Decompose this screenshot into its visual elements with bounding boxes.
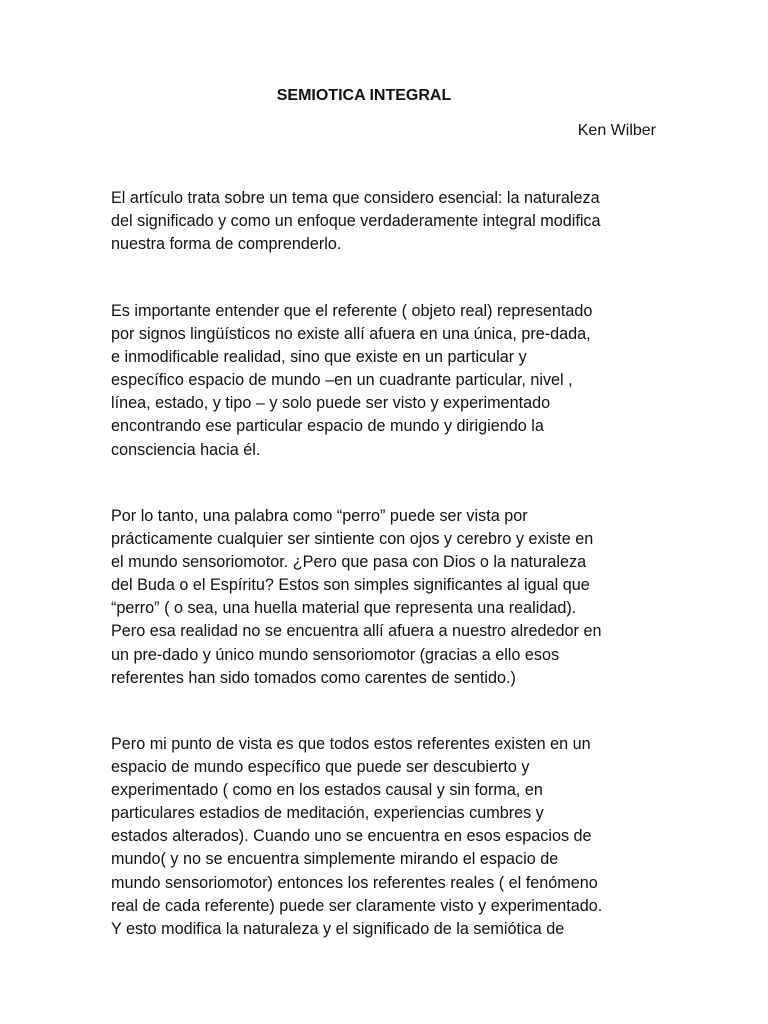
- text-line: nuestra forma de comprenderlo.: [111, 235, 342, 254]
- text-line: Pero mi punto de vista es que todos estos referentes existen en un: [111, 735, 591, 753]
- text-line: referentes han sido tomados como carentes de sentido.): [111, 668, 516, 687]
- text-line: mundo sensoriomotor) entonces los referentes reales ( el fenómeno: [111, 873, 598, 892]
- text-line: específico espacio de mundo –en un cuadrante particular, nivel ,: [111, 371, 573, 390]
- text-line: del Buda o el Espíritu? Estos son simples significantes al igual que: [111, 576, 590, 595]
- text-line: Es importante entender que el referente ( objeto real) representado: [111, 302, 593, 320]
- document-title: SEMIOTICA INTEGRAL: [276, 87, 452, 104]
- text-line: espacio de mundo específico que puede ser descubierto y: [111, 758, 530, 777]
- paragraph-1: [111, 187, 663, 256]
- text-line: Y esto modifica la naturaleza y el significado de la semiótica de: [111, 919, 565, 938]
- text-line: experimentado ( como en los estados causal y sin forma, en: [111, 781, 543, 800]
- text-line: línea, estado, y tipo – y solo puede ser visto y experimentado: [111, 394, 551, 413]
- text-line: Pero esa realidad no se encuentra allí afuera a nuestro alrededor en: [111, 622, 602, 641]
- paragraph-2: [111, 300, 663, 462]
- text-line: e inmodificable realidad, sino que existe en un particular y: [111, 348, 527, 367]
- paragraph-4: [111, 733, 663, 941]
- paragraph-3: [111, 505, 663, 690]
- text-line: mundo( y no se encuentra simplemente mirando el espacio de: [111, 850, 559, 869]
- text-line: el mundo sensoriomotor. ¿Pero que pasa con Dios o la naturaleza: [111, 553, 587, 572]
- text-line: real de cada referente) puede ser claramente visto y experimentado.: [111, 896, 603, 915]
- text-line: un pre-dado y único mundo sensoriomotor (gracias a ello esos: [111, 645, 560, 664]
- text-line: del significado y como un enfoque verdaderamente integral modifica: [111, 212, 601, 231]
- text-line: “perro” ( o sea, una huella material que representa una realidad).: [111, 599, 577, 618]
- text-line: estados alterados). Cuando uno se encuentra en esos espacios de: [111, 827, 592, 846]
- text-line: Por lo tanto, una palabra como “perro” puede ser vista por: [111, 507, 528, 525]
- text-line: encontrando ese particular espacio de mundo y dirigiendo la: [111, 417, 544, 436]
- text-line: particulares estadios de meditación, experiencias cumbres y: [111, 804, 544, 823]
- text-line: consciencia hacia él.: [111, 440, 261, 459]
- text-line: El artículo trata sobre un tema que considero esencial: la naturaleza: [111, 189, 600, 207]
- text-line: prácticamente cualquier ser sintiente con ojos y cerebro y existe en: [111, 530, 594, 549]
- document-author: Ken Wilber: [577, 122, 656, 139]
- text-line: por signos lingüísticos no existe allí afuera en una única, pre-dada,: [111, 325, 591, 344]
